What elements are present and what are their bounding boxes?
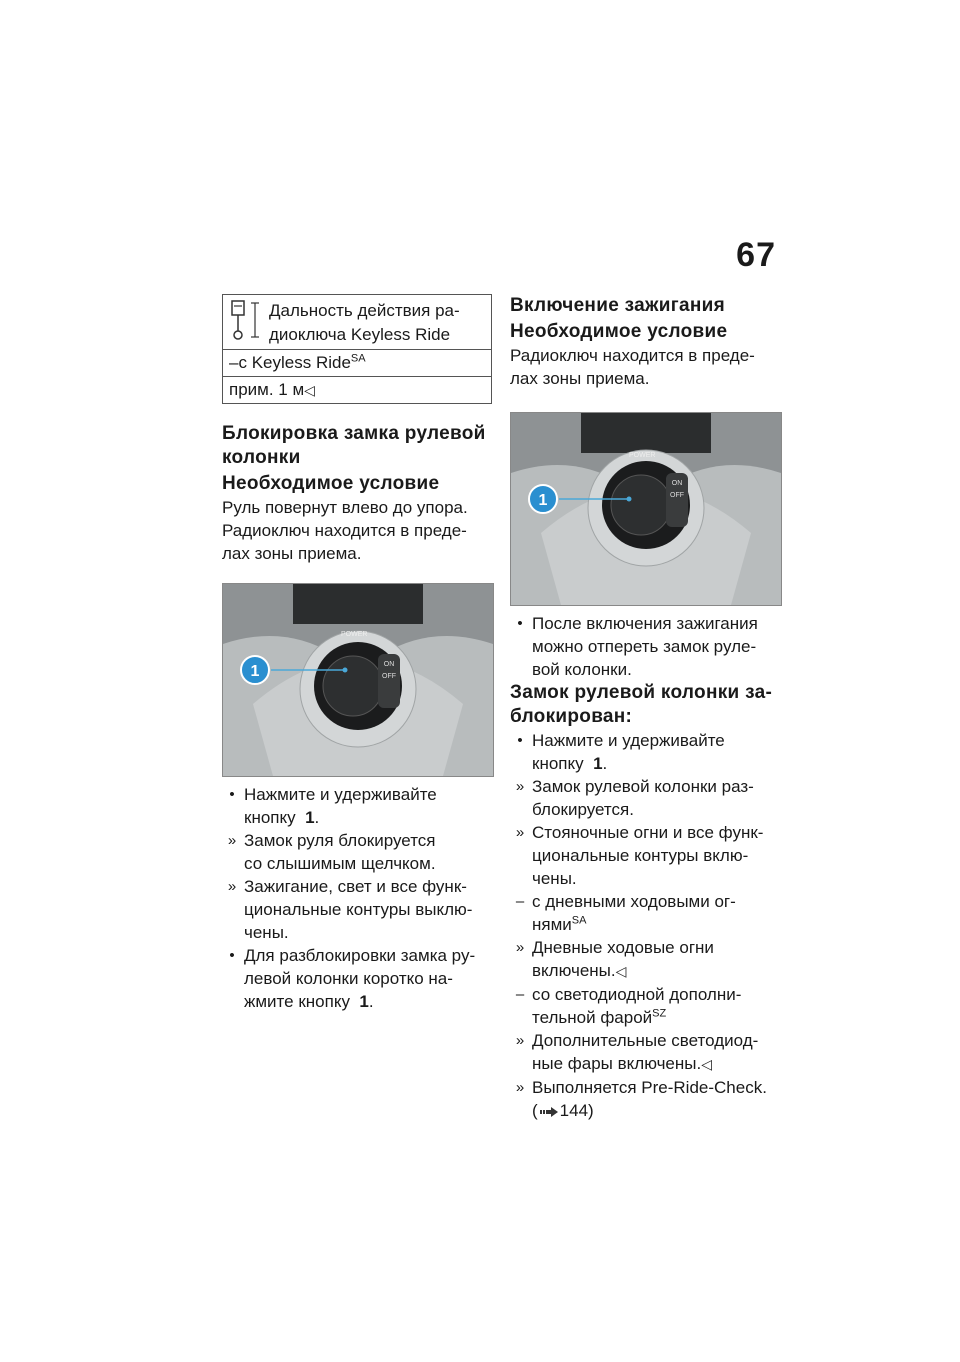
spec-header: Дальность действия ра- диоключа Keyless Ride — [269, 301, 460, 344]
page-reference-arrow-icon[interactable] — [540, 1107, 558, 1117]
subtitle-locked: Замок рулевой колонки за- блокирован: — [510, 682, 773, 727]
list-item: • После включения зажигания можно отпереть замок руле- вой колонки. — [517, 614, 758, 679]
list-item: » Дополнительные светодиод- ные фары включены.◁ — [515, 1031, 759, 1073]
condition-text: Радиоключ находится в преде- лах зоны приема. — [222, 521, 467, 563]
spec-row-range: прим. 1 м◁ — [223, 377, 492, 404]
off-label: OFF — [382, 673, 396, 680]
list-item: • Для разблокировки замка ру- левой колонки коротко на- жмите кнопку 1. — [229, 946, 476, 1011]
power-label: POWER — [341, 631, 368, 638]
page-reference[interactable]: 144) — [559, 1101, 594, 1120]
on-label: ON — [383, 661, 395, 668]
list-item: » Дневные ходовые огни включены.◁ — [515, 938, 714, 980]
condition-text: Руль повернут влево до упора. — [222, 498, 468, 517]
right-column — [510, 294, 782, 1122]
list-item: » Выполняется Pre-Ride-Check. ( 144) — [515, 1078, 767, 1120]
page-number: 67 — [736, 236, 776, 274]
spec-row-keyless: –с Keyless Ride$^{SA}$ — [223, 350, 492, 377]
ignition-switch-photo — [222, 583, 494, 777]
on-label: ON — [671, 480, 683, 487]
callout-1: 1 — [250, 663, 260, 680]
list-item: » Замок руля блокируется со слышимым щелчком. — [227, 831, 436, 873]
list-item: » Зажигание, свет и все функ- циональные контуры выклю- чены. — [227, 877, 473, 942]
end-triangle-icon: ◁ — [701, 1056, 713, 1072]
condition-title: Необходимое условие — [222, 473, 440, 494]
section-title-steering-lock: Блокировка замка рулевой колонки — [222, 423, 486, 468]
ignition-switch-photo — [510, 412, 782, 606]
power-label: POWER — [629, 452, 656, 459]
callout-1: 1 — [538, 492, 548, 509]
end-triangle-icon: ◁ — [304, 382, 315, 398]
end-triangle-icon: ◁ — [615, 963, 627, 979]
key-fob-range-icon — [229, 297, 263, 345]
off-label: OFF — [670, 492, 684, 499]
list-item: • Нажмите и удерживайте кнопку 1. — [229, 785, 437, 827]
list-item: » Замок рулевой колонки раз- блокируется. — [515, 777, 754, 819]
left-column — [222, 294, 494, 1013]
condition-title: Необходимое условие — [510, 321, 728, 342]
list-item: » Стояночные огни и все функ- циональные контуры вклю- чены. — [515, 823, 764, 888]
steps-list — [510, 612, 782, 681]
condition-text: Радиоключ находится в преде- лах зоны приема. — [510, 346, 755, 388]
list-item: – с дневными ходовыми ог- нями$^{SA}$ — [515, 892, 736, 934]
list-item: – со светодиодной дополни- тельной фарой$^{SZ}$ — [515, 985, 742, 1027]
list-item: • Нажмите и удерживайте кнопку 1. — [517, 731, 725, 773]
steps-list — [222, 783, 494, 1013]
steps-list — [510, 729, 782, 1122]
spec-table — [222, 294, 492, 404]
section-title-ignition: Включение зажигания — [510, 295, 725, 316]
